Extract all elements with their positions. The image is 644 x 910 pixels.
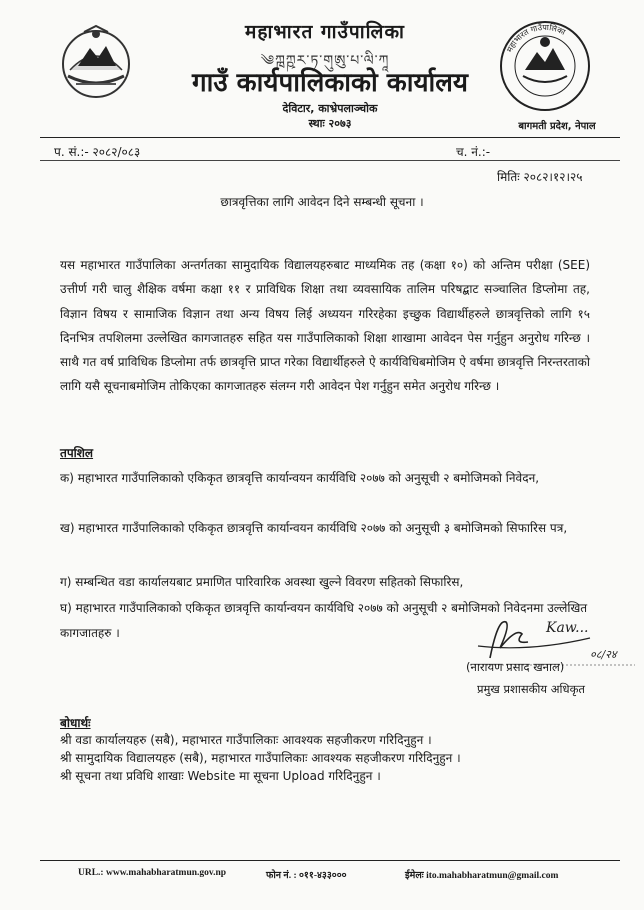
province-label: बागमती प्रदेश, नेपाल [518,121,596,132]
bodharth-line: श्री सामुदायिक विद्यालयहरु (सबै), महाभारत गाउँपालिकाः आवश्यक सहजीकरण गरिदिनुहुन । [60,751,461,765]
footer-email[interactable]: ईमेलः ito.mahabharatmun@gmail.com [405,871,559,881]
bodharth-heading: बोधार्थः [60,716,91,730]
footer-url[interactable]: URL.: www.mahabharatmun.gov.np [78,868,227,878]
letter-subject: छात्रवृत्तिका लागि आवेदन दिने सम्बन्धी सूचना । [220,195,424,209]
established-year: स्थाः २०७३ [308,117,352,130]
tapsil-heading: तपशिल [60,446,94,460]
municipality-logo-text: महाभारत गाउँपालिका [505,22,567,54]
municipality-logo [497,18,593,114]
list-item: क) महाभारत गाउँपालिकाको एकिकृत छात्रवृत्ति कार्यान्वयन कार्यविधि २०७७ को अनुसूची २ बमोजिमको निवेदन, [60,471,540,485]
list-item: घ) महाभारत गाउँपालिकाको एकिकृत छात्रवृत्ति कार्यान्वयन कार्यविधि २०७७ को अनुसूची २ बमोजिमको निवेदनमा उल्लेखित कागजातहरु । [60,601,588,640]
footer-phone: फोन नं. : ०११-४३३००० [266,871,347,881]
letter-date: मितिः २०८२।१२।२५ [497,170,583,184]
signature-scrawl: Kaw... [546,620,589,636]
letter-body: यस महाभारत गाउँपालिका अन्तर्गतका सामुदायिक विद्यालयहरुबाट माध्यमिक तह (कक्षा १०) को अन्तिम परीक्षा (SEE) उत्तीर्ण गरी चालु शैक्षिक वर्षमा कक्षा ११ र प्राविधिक शिक्षा तथा व्यवसायिक तालिम परिषद्बाट सञ्चालित डिप्लोमा तह, विज्ञान विषय र सामाजिक विज्ञान तथा अन्य विषय लिई अध्ययन गरिरहेका इच्छुक विद्यार्थीहरुले छात्रवृत्तिको लागि १५ दिनभित्र तपशिलमा उल्लेखित कागजातहरु सहित यस गाउँपालिकाको शिक्षा शाखामा आवेदन पेस गर्नुहुन अनुरोध गरिन्छ । साथै गत वर्ष प्राविधिक डिप्लोमा तर्फ छात्रवृत्ति प्राप्त गरेका विद्यार्थीहरुले ऐ कार्यविधिबमोजिम ऐ वर्षमा छात्रवृत्ति निरन्तरताको लागि यसै सूचनाबमोजिम तोकिएका कागजातहरु संलग्न गरी आवेदन पेश गर्नुहुन समेत अनुरोध गरिन्छ । [60,258,590,394]
bodharth-line: श्री सूचना तथा प्रविधि शाखाः Website मा सूचना Upload गरिदिनुहुन । [60,769,381,783]
office-address: देविटार, काभ्रेपलाञ्चोक [282,102,378,115]
dispatch-number: च. नं.:- [456,145,491,159]
municipality-name-alt-script: ༄ཀྑཀྵར་ཏ་གུཨུ་པ་ལི་ཀཱ [260,53,390,69]
svg-text:महाभारत गाउँपालिका [505,22,567,54]
office-title: गाउँ कार्यपालिकाको कार्यालय [192,68,468,98]
nepal-government-emblem [56,22,136,102]
signatory-title: प्रमुख प्रशासकीय अधिकृत [477,682,585,696]
bodharth-line: श्री वडा कार्यालयहरु (सबै), महाभारत गाउँपालिकाः आवश्यक सहजीकरण गरिदिनुहुन । [60,733,432,747]
list-item: ख) महाभारत गाउँपालिकाको एकिकृत छात्रवृत्ति कार्यान्वयन कार्यविधि २०७७ को अनुसूची ३ बमोजिमको सिफारिस पत्र, [60,521,568,535]
signature-date: ०८/२४ [590,648,617,661]
municipality-name: महाभारत गाउँपालिका [245,21,405,43]
handwritten-signature [470,608,640,668]
ref-divider [40,160,620,161]
list-item: ग) सम्बन्धित वडा कार्यालयबाट प्रमाणित पारिवारिक अवस्था खुल्ने विवरण सहितको सिफारिस, [60,575,464,589]
signatory-name: (नारायण प्रसाद खनाल) [466,660,565,674]
footer-divider [40,860,620,861]
header-divider [40,137,620,138]
reference-number: प. सं.:- २०८२/०८३ [54,145,141,159]
